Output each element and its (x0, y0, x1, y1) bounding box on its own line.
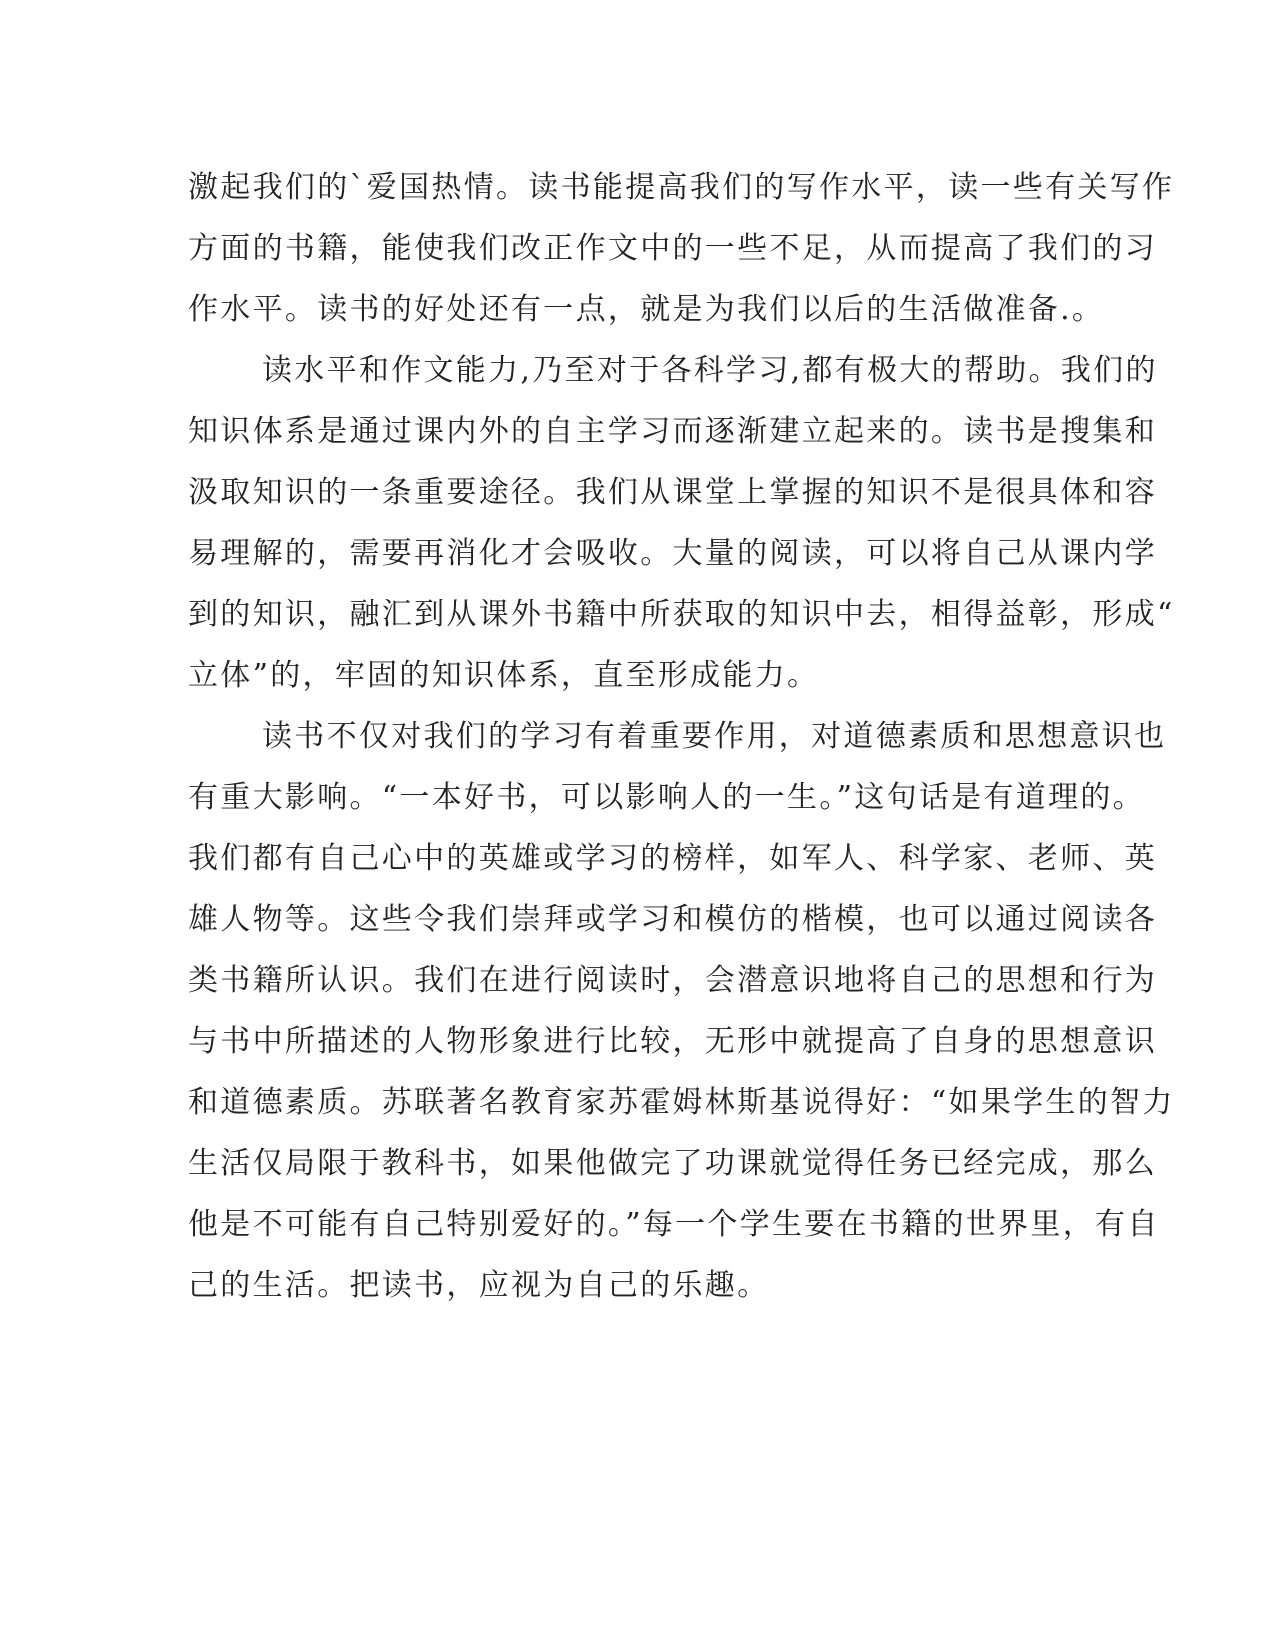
text-line: 与书中所描述的人物形象进行比较，无形中就提高了自身的思想意识 (188, 1024, 1157, 1059)
text-line: 我们都有自己心中的英雄或学习的榜样，如军人、科学家、老师、英 (188, 841, 1157, 876)
text-line: 立体”的，牢固的知识体系，直至形成能力。 (188, 658, 820, 693)
text-line: 易理解的，需要再消化才会吸收。大量的阅读，可以将自己从课内学 (188, 536, 1157, 571)
body-text (188, 157, 1175, 1316)
text-line: 汲取知识的一条重要途径。我们从课堂上掌握的知识不是很具体和容 (188, 475, 1157, 510)
text-line: 己的生活。把读书，应视为自己的乐趣。 (188, 1268, 770, 1303)
text-line: 他是不可能有自己特别爱好的。”每一个学生要在书籍的世界里，有自 (188, 1207, 1160, 1242)
text-line: 生活仅局限于教科书，如果他做完了功课就觉得任务已经完成，那么 (188, 1146, 1157, 1181)
text-line: 知识体系是通过课内外的自主学习而逐渐建立起来的。读书是搜集和 (188, 414, 1157, 449)
text-line: 类书籍所认识。我们在进行阅读时，会潜意识地将自己的思想和行为 (188, 963, 1157, 998)
text-line: 雄人物等。这些令我们崇拜或学习和模仿的楷模，也可以通过阅读各 (188, 902, 1157, 937)
paragraph-start-line: 读水平和作文能力,乃至对于各科学习,都有极大的帮助。我们的 (262, 353, 1158, 388)
text-line: 方面的书籍，能使我们改正作文中的一些不足，从而提高了我们的习 (188, 231, 1157, 266)
text-line: 激起我们的`爱国热情。读书能提高我们的写作水平，读一些有关写作 (188, 170, 1175, 205)
text-line: 作水平。读书的好处还有一点，就是为我们以后的生活做准备.。 (188, 292, 1105, 327)
text-line: 到的知识，融汇到从课外书籍中所获取的知识中去，相得益彰，形成“ (188, 597, 1175, 632)
paragraph-start-line: 读书不仅对我们的学习有着重要作用，对道德素质和思想意识也 (262, 719, 1167, 754)
text-line: 和道德素质。苏联著名教育家苏霍姆林斯基说得好：“如果学生的智力 (188, 1085, 1175, 1120)
text-line: 有重大影响。“一本好书，可以影响人的一生。”这句话是有道理的。 (188, 780, 1145, 815)
